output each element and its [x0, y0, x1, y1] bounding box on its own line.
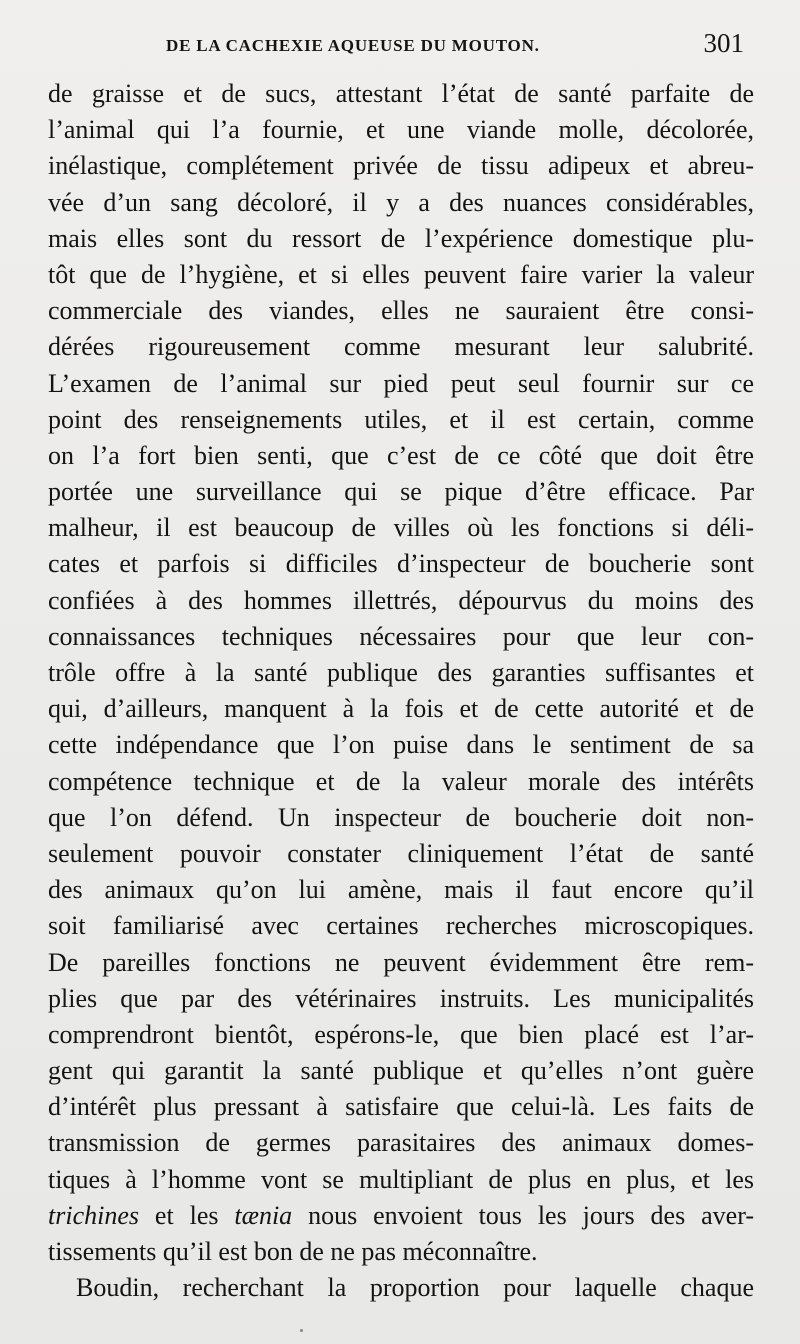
italic-term: trichines	[48, 1200, 139, 1230]
text-line: inélastique, complétement privée de tissu adipeux et abreu-	[48, 151, 754, 181]
paragraph-start-line: Boudin, recherchant la proportion pour laquelle chaque	[76, 1273, 754, 1303]
text-line: soit familiarisé avec certaines recherches microscopiques.	[48, 911, 754, 941]
text-line: compétence technique et de la valeur morale des intérêts	[48, 766, 754, 796]
text-line: transmission de germes parasitaires des animaux domes-	[48, 1128, 754, 1158]
text-line: De pareilles fonctions ne peuvent évidemment être rem-	[48, 947, 754, 977]
text-line: point des renseignements utiles, et il est certain, comme	[48, 404, 754, 434]
text-line: dérées rigoureusement comme mesurant leur salubrité.	[48, 332, 754, 362]
text-line: tiques à l’homme vont se multipliant de plus en plus, et les	[48, 1164, 754, 1194]
text-line: que l’on défend. Un inspecteur de boucherie doit non-	[48, 802, 754, 832]
text-line: comprendront bientôt, espérons-le, que bien placé est l’ar-	[48, 1019, 754, 1049]
text-line: cates et parfois si difficiles d’inspecteur de boucherie sont	[48, 549, 754, 579]
text-line: tôt que de l’hygiène, et si elles peuvent faire varier la valeur	[48, 259, 754, 289]
page-number: 301	[703, 28, 744, 58]
text-line: de graisse et de sucs, attestant l’état de santé parfaite de	[48, 79, 754, 108]
running-title: DE LA CACHEXIE AQUEUSE DU MOUTON.	[166, 36, 540, 55]
text-line: des animaux qu’on lui amène, mais il faut encore qu’il	[48, 875, 754, 905]
text-line: gent qui garantit la santé publique et qu’elles n’ont guère	[48, 1056, 754, 1086]
italic-term: tænia	[234, 1200, 293, 1230]
paragraph-end-line: tissements qu’il est bon de ne pas méconnaître.	[48, 1237, 538, 1266]
text-line: portée une surveillance qui se pique d’être efficace. Par	[48, 477, 754, 507]
text-line: cette indépendance que l’on puise dans le sentiment de sa	[48, 730, 754, 760]
text-run: nous envoient tous les jours des aver-	[292, 1200, 754, 1230]
text-line: connaissances techniques nécessaires pour que leur con-	[48, 621, 754, 651]
text-run: et les	[139, 1200, 235, 1230]
text-line: l’animal qui l’a fournie, et une viande molle, décolorée,	[48, 115, 754, 145]
print-speck	[300, 1329, 303, 1332]
text-line-with-italics	[48, 1198, 754, 1234]
text-line: plies que par des vétérinaires instruits. Les municipalités	[48, 983, 754, 1013]
page-header	[48, 28, 754, 76]
text-line: malheur, il est beaucoup de villes où les fonctions si déli-	[48, 513, 754, 543]
text-line: vée d’un sang décoloré, il y a des nuances considérables,	[48, 187, 754, 217]
text-line: qui, d’ailleurs, manquent à la fois et de cette autorité et de	[48, 694, 754, 724]
text-line: d’intérêt plus pressant à satisfaire que celui-là. Les faits de	[48, 1092, 754, 1122]
text-line: L’examen de l’animal sur pied peut seul fournir sur ce	[48, 368, 754, 398]
text-line: confiées à des hommes illettrés, dépourvus du moins des	[48, 585, 754, 615]
text-line: commerciale des viandes, elles ne sauraient être consi-	[48, 296, 754, 326]
text-line: trôle offre à la santé publique des garanties suffisantes et	[48, 658, 754, 687]
text-line: mais elles sont du ressort de l’expérience domestique plu-	[48, 223, 754, 253]
text-line: seulement pouvoir constater cliniquement l’état de santé	[48, 838, 754, 868]
body-text	[48, 76, 754, 1306]
text-line: on l’a fort bien senti, que c’est de ce côté que doit être	[48, 440, 754, 470]
